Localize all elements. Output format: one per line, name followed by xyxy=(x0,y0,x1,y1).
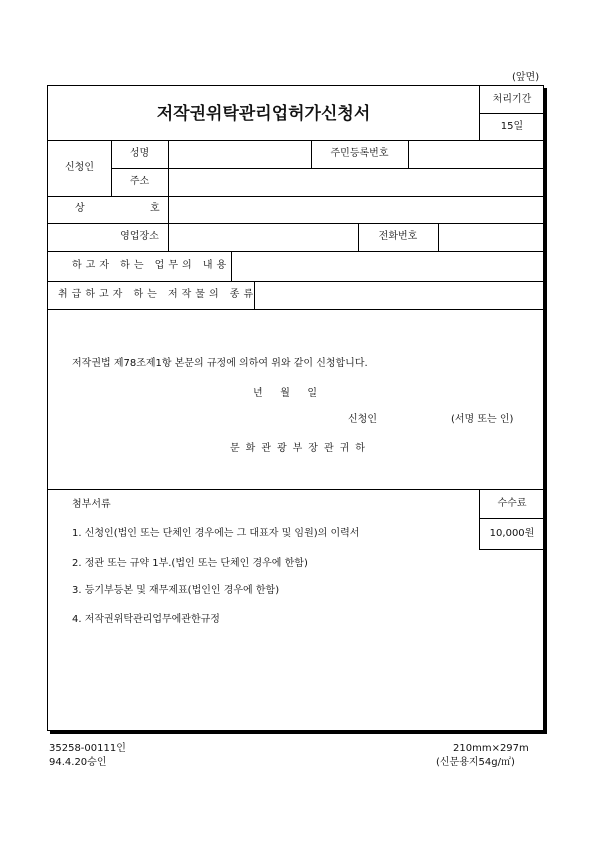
signer-label: 신청인 xyxy=(348,414,377,425)
front-side-label: (앞면) xyxy=(512,72,540,83)
fee-label: 수수료 xyxy=(497,498,527,509)
statement-text: 저작권법 제78조제1항 본문의 규정에 의하여 위와 같이 신청합니다. xyxy=(72,358,368,369)
intended-business-label: 하고자 하는 업무의 내용 xyxy=(72,260,231,271)
attachment-item: 3. 등기부등본 및 재무제표(법인인 경우에 한함) xyxy=(72,585,280,596)
address-label: 주소 xyxy=(129,176,150,187)
fee-value: 10,000원 xyxy=(489,528,535,539)
business-place-label: 영업장소 xyxy=(120,231,159,242)
footer-paper-type: (신문용지54g/㎡) xyxy=(436,757,515,768)
resident-number-label: 주민등록번호 xyxy=(330,148,389,159)
date-line: 년 월 일 xyxy=(253,388,320,399)
trade-name-label-part2: 호 xyxy=(150,203,160,214)
processing-period-value: 15일 xyxy=(500,121,524,132)
attachment-item: 1. 신청인(법인 또는 단체인 경우에는 그 대표자 및 임원)의 이력서 xyxy=(72,528,360,539)
applicant-label: 신청인 xyxy=(65,162,94,173)
application-form xyxy=(47,85,544,731)
footer-approval-date: 94.4.20승인 xyxy=(49,757,107,768)
attachment-item: 2. 정관 또는 규약 1부.(법인 또는 단체인 경우에 한함) xyxy=(72,558,308,569)
addressee: 문화관광부장관귀하 xyxy=(230,443,371,454)
footer-paper-size: 210mm×297m xyxy=(453,743,529,754)
attachments-label: 첨부서류 xyxy=(72,499,111,510)
footer-form-number: 35258-00111인 xyxy=(49,743,126,754)
work-types-label: 취급하고자 하는 저작물의 종류 xyxy=(58,289,258,300)
trade-name-label-part1: 상 xyxy=(75,203,85,214)
processing-period-label: 처리기간 xyxy=(492,94,532,105)
signature-note: (서명 또는 인) xyxy=(451,414,514,425)
attachment-item: 4. 저작권위탁관리업무에관한규정 xyxy=(72,614,220,625)
phone-label: 전화번호 xyxy=(378,231,418,242)
form-title: 저작권위탁관리업허가신청서 xyxy=(156,104,371,124)
name-label: 성명 xyxy=(129,148,150,159)
